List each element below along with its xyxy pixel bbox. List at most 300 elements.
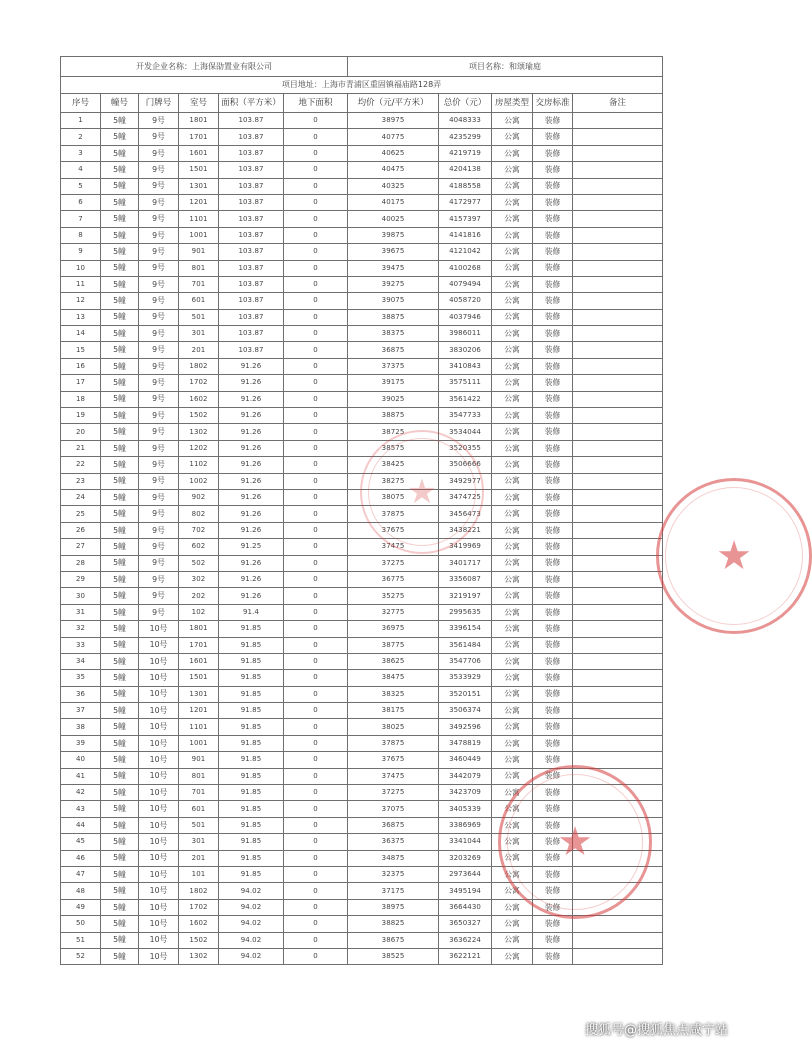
cell-unit-price: 37475 — [348, 539, 439, 555]
col-header-door: 门牌号 — [139, 94, 179, 113]
col-header-underground-area: 地下面积 — [284, 94, 348, 113]
table-row — [61, 735, 663, 751]
cell-total-price: 4219719 — [439, 145, 492, 161]
cell-underground-area: 0 — [284, 752, 348, 768]
cell-room: 1501 — [179, 162, 219, 178]
cell-house-type: 公寓 — [492, 293, 533, 309]
cell-delivery-standard: 装修 — [533, 621, 573, 637]
cell-door: 9号 — [139, 309, 179, 325]
cell-delivery-standard: 装修 — [533, 178, 573, 194]
cell-building: 5幢 — [101, 801, 139, 817]
cell-area: 91.85 — [219, 670, 284, 686]
cell-remarks — [573, 129, 663, 145]
cell-unit-price: 35275 — [348, 588, 439, 604]
cell-underground-area: 0 — [284, 785, 348, 801]
cell-remarks — [573, 162, 663, 178]
cell-delivery-standard: 装修 — [533, 113, 573, 129]
cell-seq: 15 — [61, 342, 101, 358]
cell-unit-price: 38975 — [348, 899, 439, 915]
header-row-developer — [61, 57, 663, 77]
cell-seq: 21 — [61, 440, 101, 456]
cell-unit-price: 38375 — [348, 326, 439, 342]
cell-house-type: 公寓 — [492, 457, 533, 473]
cell-remarks — [573, 506, 663, 522]
cell-unit-price: 39875 — [348, 227, 439, 243]
cell-seq: 9 — [61, 244, 101, 260]
col-header-unit-price: 均价（元/平方米） — [348, 94, 439, 113]
cell-remarks — [573, 850, 663, 866]
cell-underground-area: 0 — [284, 391, 348, 407]
cell-house-type: 公寓 — [492, 227, 533, 243]
cell-area: 103.87 — [219, 309, 284, 325]
cell-building: 5幢 — [101, 932, 139, 948]
cell-unit-price: 38675 — [348, 932, 439, 948]
table-row — [61, 227, 663, 243]
cell-building: 5幢 — [101, 703, 139, 719]
company-seal-edge — [656, 478, 812, 634]
cell-unit-price: 40475 — [348, 162, 439, 178]
cell-door: 10号 — [139, 670, 179, 686]
project-address: 项目地址：上海市青浦区重固镇福庙路128弄 — [61, 77, 663, 94]
cell-house-type: 公寓 — [492, 391, 533, 407]
col-header-house-type: 房屋类型 — [492, 94, 533, 113]
table-row — [61, 342, 663, 358]
cell-building: 5幢 — [101, 391, 139, 407]
cell-delivery-standard: 装修 — [533, 883, 573, 899]
cell-room: 901 — [179, 752, 219, 768]
cell-building: 5幢 — [101, 489, 139, 505]
cell-area: 91.85 — [219, 785, 284, 801]
table-row — [61, 703, 663, 719]
cell-underground-area: 0 — [284, 309, 348, 325]
cell-delivery-standard: 装修 — [533, 932, 573, 948]
cell-delivery-standard: 装修 — [533, 817, 573, 833]
cell-door: 10号 — [139, 653, 179, 669]
table-row — [61, 178, 663, 194]
cell-delivery-standard: 装修 — [533, 719, 573, 735]
cell-room: 801 — [179, 260, 219, 276]
cell-unit-price: 37675 — [348, 522, 439, 538]
cell-remarks — [573, 817, 663, 833]
cell-area: 91.26 — [219, 457, 284, 473]
cell-house-type: 公寓 — [492, 326, 533, 342]
cell-house-type: 公寓 — [492, 440, 533, 456]
cell-door: 10号 — [139, 785, 179, 801]
cell-total-price: 4141816 — [439, 227, 492, 243]
cell-unit-price: 37875 — [348, 506, 439, 522]
cell-building: 5幢 — [101, 850, 139, 866]
cell-delivery-standard: 装修 — [533, 506, 573, 522]
cell-delivery-standard: 装修 — [533, 260, 573, 276]
cell-room: 1801 — [179, 113, 219, 129]
cell-remarks — [573, 293, 663, 309]
cell-seq: 3 — [61, 145, 101, 161]
cell-building: 5幢 — [101, 670, 139, 686]
cell-delivery-standard: 装修 — [533, 555, 573, 571]
cell-door: 9号 — [139, 555, 179, 571]
cell-remarks — [573, 424, 663, 440]
cell-delivery-standard: 装修 — [533, 440, 573, 456]
cell-total-price: 3474725 — [439, 489, 492, 505]
cell-remarks — [573, 883, 663, 899]
cell-seq: 28 — [61, 555, 101, 571]
cell-area: 91.85 — [219, 768, 284, 784]
cell-unit-price: 37175 — [348, 883, 439, 899]
cell-underground-area: 0 — [284, 703, 348, 719]
cell-building: 5幢 — [101, 162, 139, 178]
cell-remarks — [573, 391, 663, 407]
table-row — [61, 932, 663, 948]
cell-underground-area: 0 — [284, 539, 348, 555]
cell-door: 9号 — [139, 375, 179, 391]
cell-area: 91.85 — [219, 653, 284, 669]
table-row — [61, 801, 663, 817]
cell-delivery-standard: 装修 — [533, 801, 573, 817]
cell-seq: 48 — [61, 883, 101, 899]
cell-seq: 14 — [61, 326, 101, 342]
cell-seq: 17 — [61, 375, 101, 391]
cell-room: 1201 — [179, 703, 219, 719]
cell-seq: 46 — [61, 850, 101, 866]
cell-seq: 31 — [61, 604, 101, 620]
cell-area: 94.02 — [219, 883, 284, 899]
cell-door: 10号 — [139, 948, 179, 964]
cell-building: 5幢 — [101, 129, 139, 145]
cell-seq: 32 — [61, 621, 101, 637]
table-row — [61, 768, 663, 784]
cell-area: 94.02 — [219, 932, 284, 948]
cell-unit-price: 38575 — [348, 440, 439, 456]
cell-building: 5幢 — [101, 276, 139, 292]
cell-room: 1001 — [179, 735, 219, 751]
table-row — [61, 276, 663, 292]
cell-door: 9号 — [139, 145, 179, 161]
cell-seq: 26 — [61, 522, 101, 538]
cell-underground-area: 0 — [284, 768, 348, 784]
cell-seq: 36 — [61, 686, 101, 702]
table-row — [61, 621, 663, 637]
table-row — [61, 670, 663, 686]
cell-underground-area: 0 — [284, 522, 348, 538]
cell-door: 10号 — [139, 932, 179, 948]
cell-underground-area: 0 — [284, 244, 348, 260]
cell-seq: 29 — [61, 571, 101, 587]
cell-door: 9号 — [139, 424, 179, 440]
cell-room: 1301 — [179, 178, 219, 194]
cell-area: 103.87 — [219, 342, 284, 358]
col-header-delivery-standard: 交房标准 — [533, 94, 573, 113]
cell-delivery-standard: 装修 — [533, 539, 573, 555]
cell-underground-area: 0 — [284, 653, 348, 669]
cell-room: 1002 — [179, 473, 219, 489]
cell-unit-price: 38975 — [348, 113, 439, 129]
cell-building: 5幢 — [101, 113, 139, 129]
cell-room: 1802 — [179, 883, 219, 899]
cell-delivery-standard: 装修 — [533, 424, 573, 440]
table-row — [61, 604, 663, 620]
cell-underground-area: 0 — [284, 506, 348, 522]
cell-door: 9号 — [139, 162, 179, 178]
price-list-table — [60, 56, 663, 965]
cell-delivery-standard: 装修 — [533, 391, 573, 407]
table-row — [61, 145, 663, 161]
cell-unit-price: 40175 — [348, 194, 439, 210]
cell-seq: 12 — [61, 293, 101, 309]
cell-remarks — [573, 211, 663, 227]
cell-unit-price: 39475 — [348, 260, 439, 276]
cell-unit-price: 40325 — [348, 178, 439, 194]
cell-door: 9号 — [139, 473, 179, 489]
cell-total-price: 3386969 — [439, 817, 492, 833]
cell-door: 10号 — [139, 768, 179, 784]
cell-room: 1202 — [179, 440, 219, 456]
cell-house-type: 公寓 — [492, 506, 533, 522]
cell-house-type: 公寓 — [492, 752, 533, 768]
cell-delivery-standard: 装修 — [533, 686, 573, 702]
cell-total-price: 2995635 — [439, 604, 492, 620]
cell-building: 5幢 — [101, 752, 139, 768]
cell-area: 91.85 — [219, 735, 284, 751]
table-row — [61, 211, 663, 227]
cell-room: 1701 — [179, 129, 219, 145]
table-row — [61, 588, 663, 604]
table-row — [61, 916, 663, 932]
cell-room: 602 — [179, 539, 219, 555]
cell-underground-area: 0 — [284, 358, 348, 374]
cell-door: 10号 — [139, 703, 179, 719]
cell-room: 1501 — [179, 670, 219, 686]
cell-seq: 1 — [61, 113, 101, 129]
cell-area: 103.87 — [219, 113, 284, 129]
table-row — [61, 440, 663, 456]
cell-seq: 24 — [61, 489, 101, 505]
cell-remarks — [573, 309, 663, 325]
cell-house-type: 公寓 — [492, 276, 533, 292]
cell-total-price: 4204138 — [439, 162, 492, 178]
cell-door: 10号 — [139, 817, 179, 833]
cell-seq: 8 — [61, 227, 101, 243]
cell-building: 5幢 — [101, 227, 139, 243]
cell-remarks — [573, 457, 663, 473]
cell-unit-price: 39675 — [348, 244, 439, 260]
cell-building: 5幢 — [101, 440, 139, 456]
cell-house-type: 公寓 — [492, 408, 533, 424]
cell-underground-area: 0 — [284, 326, 348, 342]
cell-door: 9号 — [139, 391, 179, 407]
cell-house-type: 公寓 — [492, 342, 533, 358]
cell-total-price: 3495194 — [439, 883, 492, 899]
cell-underground-area: 0 — [284, 489, 348, 505]
cell-door: 9号 — [139, 604, 179, 620]
cell-area: 91.85 — [219, 719, 284, 735]
cell-remarks — [573, 948, 663, 964]
cell-total-price: 4048333 — [439, 113, 492, 129]
cell-building: 5幢 — [101, 178, 139, 194]
cell-remarks — [573, 326, 663, 342]
cell-room: 1502 — [179, 408, 219, 424]
cell-area: 103.87 — [219, 162, 284, 178]
cell-total-price: 3401717 — [439, 555, 492, 571]
cell-door: 9号 — [139, 457, 179, 473]
cell-total-price: 3492977 — [439, 473, 492, 489]
cell-door: 9号 — [139, 113, 179, 129]
cell-area: 94.02 — [219, 948, 284, 964]
cell-house-type: 公寓 — [492, 162, 533, 178]
cell-delivery-standard: 装修 — [533, 588, 573, 604]
cell-door: 9号 — [139, 489, 179, 505]
cell-door: 10号 — [139, 719, 179, 735]
cell-house-type: 公寓 — [492, 113, 533, 129]
cell-underground-area: 0 — [284, 719, 348, 735]
cell-total-price: 3650327 — [439, 916, 492, 932]
cell-room: 601 — [179, 801, 219, 817]
cell-total-price: 4172977 — [439, 194, 492, 210]
cell-total-price: 3405339 — [439, 801, 492, 817]
cell-building: 5幢 — [101, 686, 139, 702]
cell-unit-price: 39175 — [348, 375, 439, 391]
cell-unit-price: 37675 — [348, 752, 439, 768]
cell-delivery-standard: 装修 — [533, 473, 573, 489]
cell-building: 5幢 — [101, 194, 139, 210]
cell-underground-area: 0 — [284, 375, 348, 391]
cell-area: 91.26 — [219, 588, 284, 604]
cell-underground-area: 0 — [284, 801, 348, 817]
cell-house-type: 公寓 — [492, 735, 533, 751]
cell-room: 1701 — [179, 637, 219, 653]
cell-house-type: 公寓 — [492, 637, 533, 653]
cell-seq: 18 — [61, 391, 101, 407]
cell-delivery-standard: 装修 — [533, 735, 573, 751]
cell-room: 1101 — [179, 719, 219, 735]
cell-door: 9号 — [139, 129, 179, 145]
cell-building: 5幢 — [101, 522, 139, 538]
cell-remarks — [573, 342, 663, 358]
cell-building: 5幢 — [101, 719, 139, 735]
cell-house-type: 公寓 — [492, 309, 533, 325]
table-row — [61, 162, 663, 178]
cell-remarks — [573, 916, 663, 932]
cell-area: 94.02 — [219, 916, 284, 932]
cell-door: 9号 — [139, 571, 179, 587]
cell-door: 9号 — [139, 358, 179, 374]
cell-room: 1802 — [179, 358, 219, 374]
cell-unit-price: 32375 — [348, 866, 439, 882]
price-rows — [61, 113, 663, 965]
cell-building: 5幢 — [101, 293, 139, 309]
cell-delivery-standard: 装修 — [533, 194, 573, 210]
cell-remarks — [573, 522, 663, 538]
seal-ring — [665, 487, 803, 625]
cell-remarks — [573, 670, 663, 686]
cell-remarks — [573, 621, 663, 637]
cell-building: 5幢 — [101, 473, 139, 489]
cell-delivery-standard: 装修 — [533, 162, 573, 178]
cell-unit-price: 37875 — [348, 735, 439, 751]
table-row — [61, 129, 663, 145]
cell-seq: 27 — [61, 539, 101, 555]
cell-unit-price: 38425 — [348, 457, 439, 473]
cell-door: 9号 — [139, 522, 179, 538]
table-row — [61, 244, 663, 260]
cell-house-type: 公寓 — [492, 686, 533, 702]
table-row — [61, 457, 663, 473]
cell-total-price: 3986011 — [439, 326, 492, 342]
cell-remarks — [573, 358, 663, 374]
cell-area: 103.87 — [219, 227, 284, 243]
cell-door: 9号 — [139, 326, 179, 342]
cell-seq: 16 — [61, 358, 101, 374]
cell-underground-area: 0 — [284, 408, 348, 424]
cell-total-price: 3830206 — [439, 342, 492, 358]
col-header-room: 室号 — [179, 94, 219, 113]
cell-seq: 45 — [61, 834, 101, 850]
cell-area: 91.25 — [219, 539, 284, 555]
cell-building: 5幢 — [101, 916, 139, 932]
cell-delivery-standard: 装修 — [533, 850, 573, 866]
cell-door: 10号 — [139, 866, 179, 882]
cell-building: 5幢 — [101, 424, 139, 440]
cell-remarks — [573, 113, 663, 129]
project-name: 项目名称：和颂瑜庭 — [348, 57, 663, 77]
cell-area: 103.87 — [219, 276, 284, 292]
cell-unit-price: 38775 — [348, 637, 439, 653]
cell-building: 5幢 — [101, 326, 139, 342]
cell-building: 5幢 — [101, 309, 139, 325]
table-row — [61, 326, 663, 342]
cell-room: 1702 — [179, 899, 219, 915]
cell-room: 1001 — [179, 227, 219, 243]
cell-seq: 34 — [61, 653, 101, 669]
table-row — [61, 358, 663, 374]
star-icon: ★ — [716, 533, 752, 579]
cell-total-price: 2973644 — [439, 866, 492, 882]
cell-unit-price: 34875 — [348, 850, 439, 866]
cell-door: 10号 — [139, 621, 179, 637]
cell-area: 103.87 — [219, 293, 284, 309]
cell-seq: 40 — [61, 752, 101, 768]
cell-house-type: 公寓 — [492, 588, 533, 604]
cell-seq: 4 — [61, 162, 101, 178]
cell-total-price: 4235299 — [439, 129, 492, 145]
col-header-total-price: 总价（元） — [439, 94, 492, 113]
table-row — [61, 309, 663, 325]
cell-room: 301 — [179, 834, 219, 850]
cell-house-type: 公寓 — [492, 916, 533, 932]
cell-area: 103.87 — [219, 244, 284, 260]
cell-delivery-standard: 装修 — [533, 834, 573, 850]
cell-seq: 33 — [61, 637, 101, 653]
table-row — [61, 522, 663, 538]
cell-area: 91.85 — [219, 621, 284, 637]
star-icon: ★ — [557, 819, 593, 865]
cell-house-type: 公寓 — [492, 145, 533, 161]
cell-underground-area: 0 — [284, 276, 348, 292]
cell-unit-price: 37375 — [348, 358, 439, 374]
cell-seq: 30 — [61, 588, 101, 604]
cell-delivery-standard: 装修 — [533, 522, 573, 538]
table-row — [61, 899, 663, 915]
table-row — [61, 948, 663, 964]
cell-area: 103.87 — [219, 326, 284, 342]
cell-remarks — [573, 604, 663, 620]
cell-house-type: 公寓 — [492, 768, 533, 784]
cell-area: 91.26 — [219, 391, 284, 407]
cell-room: 1801 — [179, 621, 219, 637]
cell-building: 5幢 — [101, 604, 139, 620]
cell-unit-price: 37075 — [348, 801, 439, 817]
cell-underground-area: 0 — [284, 621, 348, 637]
cell-underground-area: 0 — [284, 916, 348, 932]
